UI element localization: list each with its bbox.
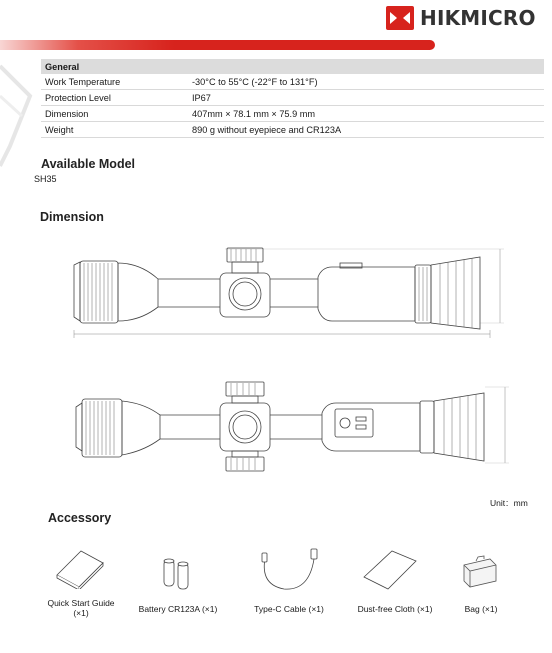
brand-logo [386, 4, 548, 32]
table-row [41, 90, 544, 106]
table-row [41, 122, 544, 138]
hikmicro-logo-icon [386, 6, 414, 30]
accessory-label-line1: Quick Start Guide [47, 598, 115, 608]
accessory-label: Battery CR123A (×1) [138, 604, 218, 614]
spec-label: Weight [41, 122, 188, 138]
spec-table [41, 59, 544, 138]
accessory-label: Dust-free Cloth (×1) [357, 604, 433, 614]
watermark-icon [0, 56, 40, 176]
accessory-label: Type-C Cable (×1) [254, 604, 324, 614]
spec-label: Work Temperature [41, 74, 188, 90]
booklet-icon [55, 547, 105, 589]
battery-icon [160, 557, 196, 591]
table-row [41, 74, 544, 90]
brand-name: HIKMICRO [420, 6, 536, 30]
cloth-icon [362, 547, 418, 593]
spec-value: 407mm × 78.1 mm × 75.9 mm [188, 106, 544, 122]
accessory-label: Bag (×1) [464, 604, 498, 614]
accessory-label [30, 598, 132, 618]
spec-value: 890 g without eyepiece and CR123A [188, 122, 544, 138]
dimension-title: Dimension [40, 210, 104, 224]
scope-top-view [76, 382, 509, 471]
spec-table-header [41, 59, 544, 74]
cable-icon [254, 547, 324, 595]
spec-label: Protection Level [41, 90, 188, 106]
header-red-bar [0, 40, 435, 50]
unit-label: Unit：mm [490, 498, 528, 508]
spec-value: -30°C to 55°C (-22°F to 131°F) [188, 74, 544, 90]
table-row [41, 106, 544, 122]
spec-label: Dimension [41, 106, 188, 122]
bag-icon [460, 555, 500, 591]
spec-value: IP67 [188, 90, 544, 106]
model-name: SH35 [34, 174, 57, 184]
available-model-title: Available Model [41, 157, 136, 171]
spec-section-title: General [41, 59, 544, 74]
accessory-title: Accessory [48, 511, 112, 525]
accessory-label-line2: (×1) [73, 608, 89, 618]
dimension-drawings [60, 237, 530, 487]
scope-side-view [74, 248, 504, 338]
